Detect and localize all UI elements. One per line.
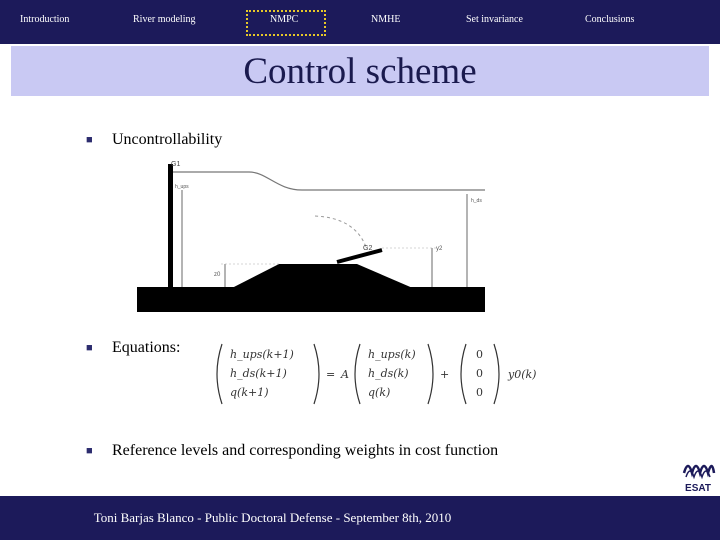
label-g1: G1 bbox=[171, 161, 181, 168]
rhs-row-2: h_ds(k) bbox=[368, 367, 409, 380]
nav-item-set-invariance[interactable]: Set invariance bbox=[466, 14, 523, 25]
esat-logo-icon bbox=[680, 455, 716, 495]
plus-sign: + bbox=[440, 368, 450, 381]
river-gate-diagram bbox=[137, 160, 485, 312]
weir-sill bbox=[230, 264, 415, 289]
nav-item-conclusions[interactable]: Conclusions bbox=[585, 14, 635, 25]
bullet-text: Reference levels and corresponding weights in cost function bbox=[112, 442, 499, 459]
nav-item-introduction[interactable]: Introduction bbox=[20, 14, 70, 25]
gate-g1 bbox=[168, 164, 173, 289]
gate-g2 bbox=[337, 250, 382, 262]
rhs-row-3: q(k) bbox=[368, 386, 391, 399]
top-navigation-bar bbox=[0, 0, 720, 44]
bullet-equations bbox=[86, 339, 180, 357]
offset-row-2: 0 bbox=[476, 367, 483, 380]
equals-sign: = bbox=[326, 368, 336, 381]
matrix-a: A bbox=[341, 368, 349, 381]
page-title: Control scheme bbox=[243, 51, 477, 92]
state-equation bbox=[210, 342, 550, 406]
bullet-reference-levels bbox=[86, 442, 498, 460]
ground-block bbox=[137, 287, 485, 312]
bullet-square-icon: ■ bbox=[86, 342, 93, 354]
label-h-ups: h_ups bbox=[175, 184, 189, 190]
bullet-text: Equations: bbox=[112, 339, 181, 356]
label-h-ds: h_ds bbox=[471, 198, 482, 204]
label-g2: G2 bbox=[363, 245, 373, 252]
bullet-text: Uncontrollability bbox=[112, 131, 223, 148]
rhs-row-1: h_ups(k) bbox=[368, 348, 416, 361]
footer-text: Toni Barjas Blanco - Public Doctoral Defense - September 8th, 2010 bbox=[93, 510, 452, 525]
nav-item-nmhe[interactable]: NMHE bbox=[371, 14, 401, 25]
bullet-uncontrollability bbox=[86, 131, 222, 149]
lhs-row-1: h_ups(k+1) bbox=[230, 348, 294, 361]
nav-item-river-modeling[interactable]: River modeling bbox=[133, 14, 196, 25]
label-y2: y2 bbox=[436, 246, 443, 252]
lhs-row-2: h_ds(k+1) bbox=[230, 367, 287, 380]
logo-text: ESAT bbox=[685, 483, 711, 494]
footer-bar bbox=[0, 496, 720, 540]
bullet-square-icon: ■ bbox=[86, 445, 93, 457]
offset-row-1: 0 bbox=[476, 348, 483, 361]
lhs-row-3: q(k+1) bbox=[230, 386, 269, 399]
input-term: y0(k) bbox=[508, 368, 537, 381]
label-z0: z0 bbox=[214, 272, 221, 278]
bullet-square-icon: ■ bbox=[86, 134, 93, 146]
offset-row-3: 0 bbox=[476, 386, 483, 399]
gate-arc bbox=[315, 216, 367, 250]
water-surface bbox=[173, 172, 485, 190]
nav-item-nmpc[interactable]: NMPC bbox=[270, 14, 299, 25]
